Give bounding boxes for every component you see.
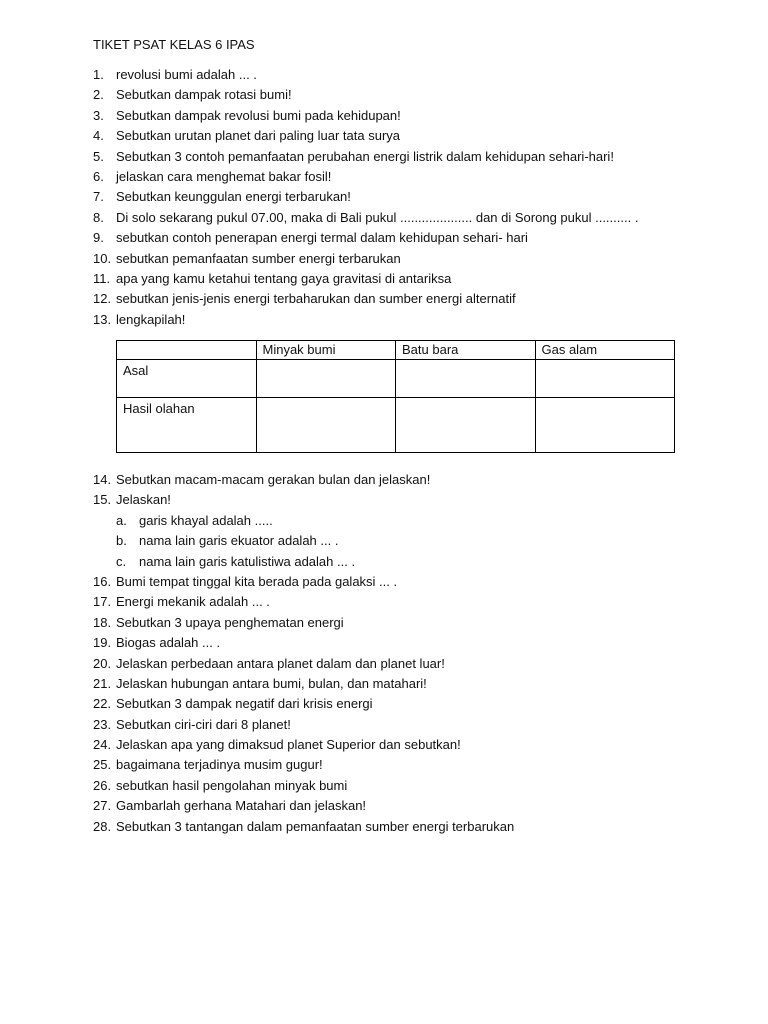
question-text: Sebutkan macam-macam gerakan bulan dan jelaskan! [116, 472, 431, 487]
question-number: 20. [93, 655, 112, 671]
question-item [0, 249, 768, 269]
question-text: nama lain garis ekuator adalah ... . [139, 533, 339, 549]
question-number: 19. [93, 635, 112, 651]
question-number: 8. [93, 209, 104, 225]
question-text: Sebutkan urutan planet dari paling luar tata surya [116, 128, 401, 144]
question-text: Sebutkan keunggulan energi terbarukan! [116, 189, 351, 205]
table-header-cell: Gas alam [535, 341, 675, 360]
question-number: 7. [93, 189, 104, 205]
question-item [0, 126, 768, 146]
question-item [0, 85, 768, 105]
question-text: Sebutkan ciri-ciri dari 8 planet! [116, 716, 291, 732]
question-item [0, 654, 768, 674]
question-item [0, 715, 768, 735]
question-item [0, 289, 768, 309]
question-item [0, 208, 768, 228]
table-header-cell: Minyak bumi [256, 341, 396, 360]
question-number: 6. [93, 168, 104, 184]
question-number: 2. [93, 87, 104, 103]
question-number: 24. [93, 737, 112, 753]
question-number: 5. [93, 148, 104, 164]
question-item [0, 674, 768, 694]
question-text: Bumi tempat tinggal kita berada pada galaksi ... . [116, 573, 398, 589]
question-text: Sebutkan 3 upaya penghematan energi [116, 614, 344, 630]
table-cell [535, 398, 675, 453]
question-text: revolusi bumi adalah ... . [116, 67, 257, 82]
question-number: 3. [93, 107, 104, 123]
table-cell [256, 360, 396, 398]
question-text: Di solo sekarang pukul 07.00, maka di Bali pukul .................... dan di Sorong pukul .......... . [116, 209, 639, 225]
question-number: 14. [93, 472, 112, 487]
table-row [117, 398, 675, 453]
question-text: Jelaskan perbedaan antara planet dalam dan planet luar! [116, 655, 445, 671]
question-number: a. [116, 512, 127, 528]
table-cell [535, 360, 675, 398]
question-number: 26. [93, 777, 112, 793]
question-number: c. [116, 553, 127, 569]
question-text: sebutkan hasil pengolahan minyak bumi [116, 777, 348, 793]
question-number: 12. [93, 291, 112, 307]
question-item [0, 147, 768, 167]
question-text: sebutkan jenis-jenis energi terbaharukan dan sumber energi alternatif [116, 291, 516, 307]
question-text: lengkapilah! [116, 311, 186, 327]
question-item [0, 592, 768, 612]
question-number: 21. [93, 675, 112, 691]
question-item [0, 65, 768, 85]
question-number: 11. [93, 270, 111, 286]
question-text: Sebutkan 3 contoh pemanfaatan perubahan energi listrik dalam kehidupan sehari-hari! [116, 148, 614, 164]
question-text: Biogas adalah ... . [116, 635, 221, 651]
question-number: 18. [93, 614, 112, 630]
table-row-label: Hasil olahan [117, 398, 257, 453]
question-text: sebutkan contoh penerapan energi termal dalam kehidupan sehari- hari [116, 230, 528, 246]
question-item [0, 796, 768, 816]
question-text: Sebutkan 3 dampak negatif dari krisis energi [116, 696, 373, 712]
question-text: nama lain garis katulistiwa adalah ... . [139, 553, 356, 569]
question-text: Jelaskan hubungan antara bumi, bulan, dan matahari! [116, 675, 427, 691]
question-item [0, 490, 768, 510]
sub-question-item [0, 531, 768, 551]
question-text: Gambarlah gerhana Matahari dan jelaskan! [116, 798, 367, 814]
question-text: Jelaskan apa yang dimaksud planet Superior dan sebutkan! [116, 737, 461, 753]
question-item [0, 755, 768, 775]
question-number: 17. [93, 594, 112, 610]
question-list-part2 [0, 470, 768, 837]
question-number: 4. [93, 128, 104, 144]
table-header-cell [117, 341, 257, 360]
question-item [0, 694, 768, 714]
question-text: apa yang kamu ketahui tentang gaya gravitasi di antariksa [116, 270, 452, 286]
sub-question-item [0, 511, 768, 531]
question-text: Sebutkan dampak rotasi bumi! [116, 87, 292, 103]
document-title: TIKET PSAT KELAS 6 IPAS [93, 37, 255, 52]
question-list-part1 [0, 65, 768, 330]
table-header-row [117, 341, 675, 360]
sub-question-item [0, 552, 768, 572]
question-item [0, 817, 768, 837]
question-number: 23. [93, 716, 112, 732]
question-number: 16. [93, 573, 112, 589]
question-text: bagaimana terjadinya musim gugur! [116, 757, 323, 773]
question-number: 1. [93, 67, 104, 82]
question-text: jelaskan cara menghemat bakar fosil! [116, 168, 332, 184]
question-item [0, 228, 768, 248]
question-item [0, 572, 768, 592]
question-number: 9. [93, 230, 104, 246]
question-text: garis khayal adalah ..... [139, 512, 273, 528]
question-text: Sebutkan 3 tantangan dalam pemanfaatan sumber energi terbarukan [116, 818, 515, 834]
fossil-fuel-table [116, 340, 675, 453]
question-item [0, 735, 768, 755]
question-number: b. [116, 533, 127, 549]
question-item [0, 613, 768, 633]
question-number: 13. [93, 311, 112, 327]
table-header-cell: Batu bara [396, 341, 536, 360]
question-text: sebutkan pemanfaatan sumber energi terbarukan [116, 250, 401, 266]
question-item [0, 633, 768, 653]
table-row-label: Asal [117, 360, 257, 398]
question-item [0, 187, 768, 207]
table-row [117, 360, 675, 398]
question-text: Jelaskan! [116, 492, 171, 508]
question-item [0, 776, 768, 796]
question-number: 27. [93, 798, 112, 814]
question-text: Energi mekanik adalah ... . [116, 594, 270, 610]
question-item [0, 470, 768, 490]
table-cell [256, 398, 396, 453]
question-number: 15. [93, 492, 112, 508]
question-item [0, 310, 768, 330]
question-item [0, 106, 768, 126]
question-number: 22. [93, 696, 112, 712]
table-cell [396, 398, 536, 453]
question-number: 28. [93, 818, 112, 834]
question-item [0, 167, 768, 187]
question-text: Sebutkan dampak revolusi bumi pada kehidupan! [116, 107, 401, 123]
question-item [0, 269, 768, 289]
table-cell [396, 360, 536, 398]
question-number: 25. [93, 757, 112, 773]
question-number: 10. [93, 250, 112, 266]
